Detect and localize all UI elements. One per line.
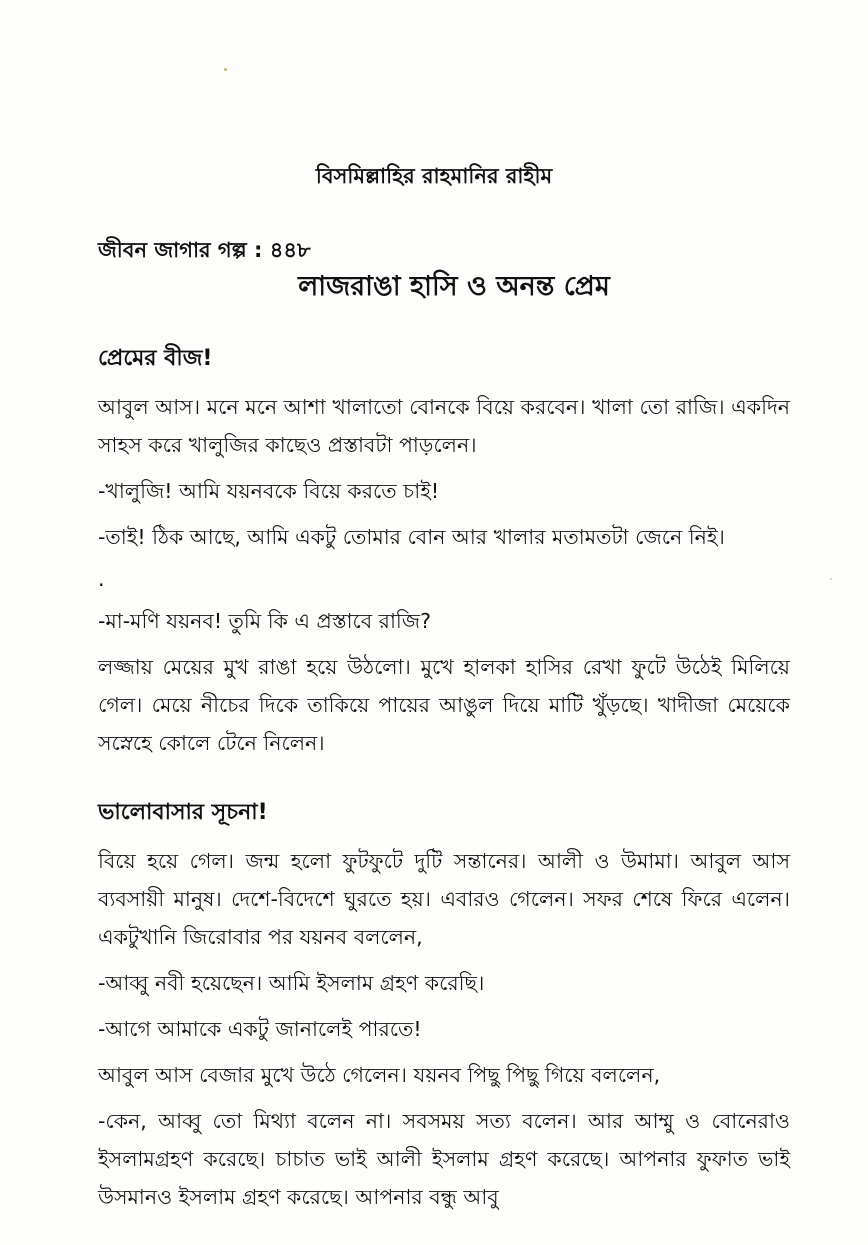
story-body [98,340,790,1224]
section-heading: ভালোবাসার সূচনা! [98,800,268,825]
dialogue-line: -আগে আমাকে একটু জানালেই পারতে! [98,1017,422,1041]
dialogue-line: -তাই! ঠিক আছে, আমি একটু তোমার বোন আর খালার মতামতটা জেনে নিই। [98,525,725,549]
separator-dot: . [98,567,105,591]
dialogue-line: -আব্বু নবী হয়েছেন। আমি ইসলাম গ্রহণ করেছি। [98,971,485,995]
dialogue-line: -খালুজি! আমি যয়নবকে বিয়ে করতে চাই! [98,479,440,503]
paper-speck [224,68,227,71]
bismillah-line: বিসমিল্লাহির রাহমানির রাহীম [315,164,553,188]
dialogue-line: -মা-মণি যয়নব! তুমি কি এ প্রস্তাবে রাজি? [98,609,431,633]
dialogue-line: -কেন, আব্বু তো মিথ্যা বলেন না। সবসময় সত্য বলেন। আর আম্মু ও বোনেরাও ইসলামগ্রহণ করেছে। চাচাত ভাই আলী ইসলাম গ্রহণ করেছে। আপনার ফুফাত ভাই উসমানও ইসলাম গ্রহণ করেছে। আপনার বন্ধু আবু [98,1109,790,1209]
paragraph: লজ্জায় মেয়ের মুখ রাঙা হয়ে উঠলো। মুখে হালকা হাসির রেখা ফুটে উঠেই মিলিয়ে গেল। মেয়ে নীচের দিকে তাকিয়ে পায়ের আঙুল দিয়ে মাটি খুঁড়ছে। খাদীজা মেয়েকে সস্নেহে কোলে টেনে নিলেন। [98,655,790,755]
story-title: লাজরাঙা হাসি ও অনন্ত প্রেম [298,271,610,302]
section-love-beginning [98,794,790,1216]
paragraph: বিয়ে হয়ে গেল। জন্ম হলো ফুটফুটে দুটি সন্তানের। আলী ও উমামা। আবুল আস ব্যবসায়ী মানুষ। দেশে-বিদেশে ঘুরতে হয়। এবারও গেলেন। সফর শেষে ফিরে এলেন। একটুখানি জিরোবার পর যয়নব বললেন, [98,849,790,949]
paragraph: আবুল আস বেজার মুখে উঠে গেলেন। যয়নব পিছু পিছু গিয়ে বললেন, [98,1063,661,1087]
series-label: জীবন জাগার গল্প : ৪৪৮ [98,238,311,262]
section-love-seed [98,340,790,762]
paragraph: আবুল আস। মনে মনে আশা খালাতো বোনকে বিয়ে করবেন। খালা তো রাজি। একদিন সাহস করে খালুজির কাছেও প্রস্তাবটা পাড়লেন। [98,395,790,457]
section-gap [98,770,790,794]
section-heading: প্রেমের বীজ! [98,346,213,371]
paper-speck [830,578,832,580]
